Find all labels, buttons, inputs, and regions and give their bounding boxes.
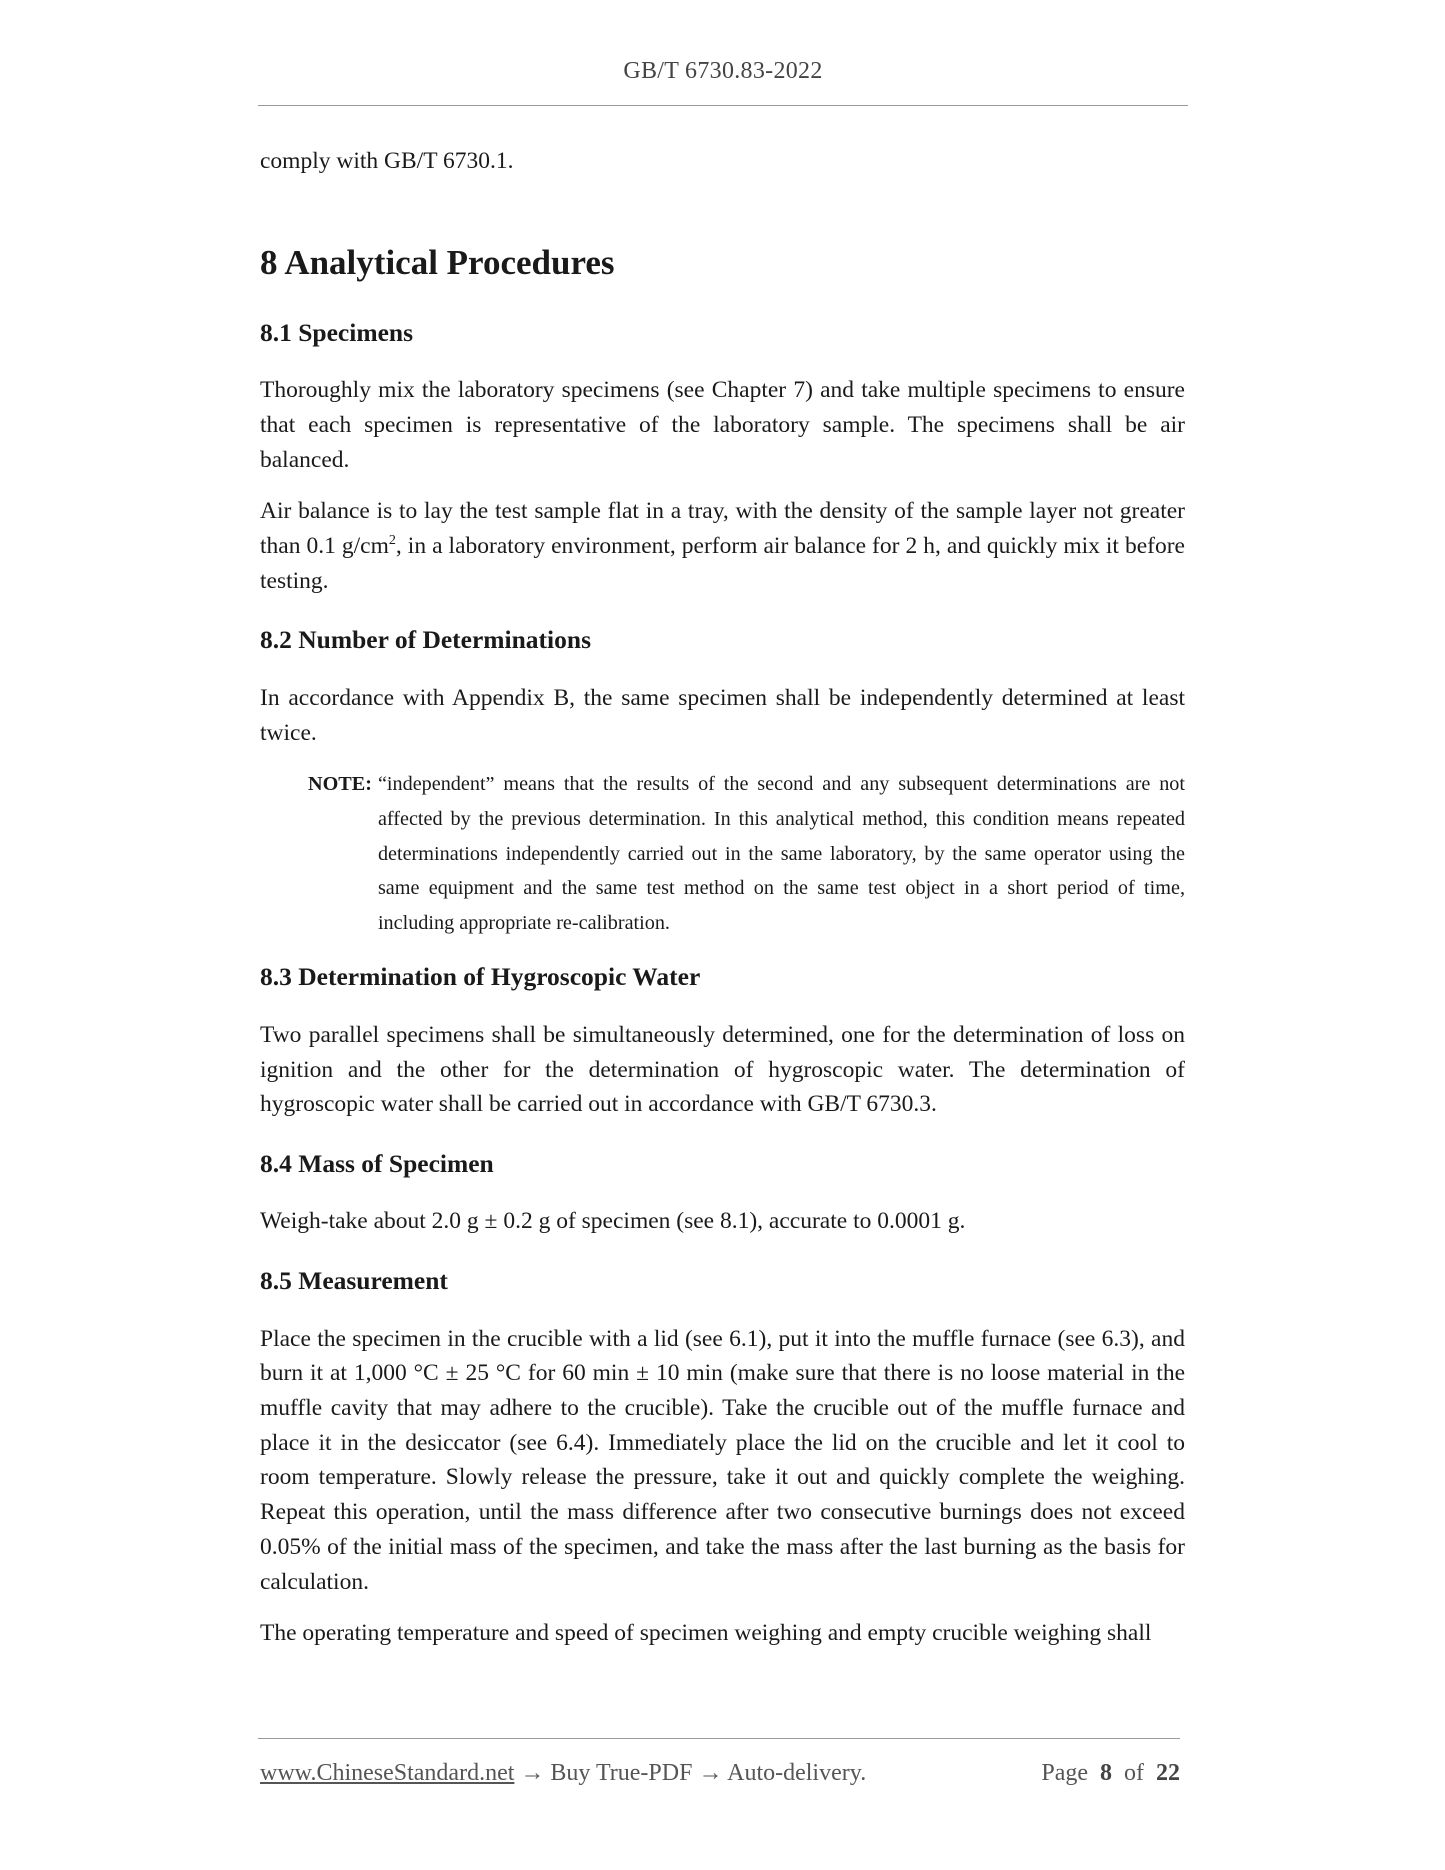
paragraph-8-5-2: The operating temperature and speed of specimen weighing and empty crucible weighing shall [260, 1620, 1152, 1647]
heading-8-2: 8.2 Number of Determinations [260, 625, 591, 655]
paragraph-8-2-1: In accordance with Appendix B, the same specimen shall be independently determined at least twice. [260, 684, 1185, 746]
page-word: Page [1041, 1760, 1088, 1786]
header-divider [258, 105, 1188, 106]
note-text: “independent” means that the results of the second and any subsequent determinations are not affected by the previous determination. In this analytical method, this condition means repeated determinations independently carried out in the same laboratory, by the same operator using the same equipment and the same test method on the same test object in a short period of time, including appropriate re-calibration. [377, 773, 1185, 934]
paragraph-8-4-1: Weigh-take about 2.0 g ± 0.2 g of specimen (see 8.1), accurate to 0.0001 g. [260, 1208, 966, 1235]
page-indicator [1041, 1760, 1180, 1787]
superscript-2: 2 [388, 532, 396, 549]
page-footer [260, 1760, 1180, 1787]
page-content [260, 144, 1185, 1651]
site-link[interactable]: www.ChineseStandard.net [260, 1760, 515, 1786]
paragraph-8-1-1: Thoroughly mix the laboratory specimens (see Chapter 7) and take multiple specimens to ensure that each specimen is representative of the laboratory sample. The specimens shall be air balanced. [260, 377, 1185, 473]
heading-8-4: 8.4 Mass of Specimen [260, 1148, 494, 1178]
paragraph-8-5-1: Place the specimen in the crucible with a lid (see 6.1), put it into the muffle furnace (see 6.3), and burn it at 1,000 °C ± 25 °C for 60 min ± 10 min (make sure that there is no loose material in the muffle cavity that may adhere to the crucible). Take the crucible out of the muffle furnace and place it in the desiccator (see 6.4). Immediately place the lid on the crucible and let it cool to room temperature. Slowly release the pressure, take it out and quickly complete the weighing. Repeat this operation, until the mass difference after two consecutive burnings does not exceed 0.05% of the initial mass of the specimen, and take the mass after the last burning as the basis for calculation. [260, 1325, 1185, 1595]
of-word: of [1124, 1760, 1144, 1786]
footer-promo [260, 1760, 866, 1787]
page-number: 8 [1100, 1760, 1112, 1786]
section-title: 8 Analytical Procedures [260, 242, 615, 282]
footer-tagline: → Buy True-PDF → Auto-delivery. [514, 1760, 867, 1786]
paragraph-8-1-2 [260, 494, 1185, 598]
paragraph-8-1-2-part-a: Air balance is to lay the test sample flat in a tray, with the density of the sample layer not greater than 0.1 g/cm [260, 498, 1185, 560]
paragraph-8-3-1: Two parallel specimens shall be simultaneously determined, one for the determination of loss on ignition and the other for the determination of hygroscopic water. The determination of hygroscopic water shall be carried out in accordance with GB/T 6730.3. [260, 1021, 1185, 1118]
paragraph-8-1-2-part-b: , in a laboratory environment, perform air balance for 2 h, and quickly mix it before testing. [260, 533, 1185, 594]
heading-8-5: 8.5 Measurement [260, 1266, 448, 1296]
heading-8-3: 8.3 Determination of Hygroscopic Water [260, 962, 701, 992]
note-label: NOTE: [308, 773, 372, 796]
document-id-header: GB/T 6730.83-2022 [623, 58, 823, 84]
heading-8-1: 8.1 Specimens [260, 317, 413, 347]
footer-divider [258, 1738, 1180, 1739]
page-total: 22 [1156, 1760, 1180, 1786]
note-block [308, 767, 1185, 940]
continued-paragraph: comply with GB/T 6730.1. [260, 148, 514, 174]
